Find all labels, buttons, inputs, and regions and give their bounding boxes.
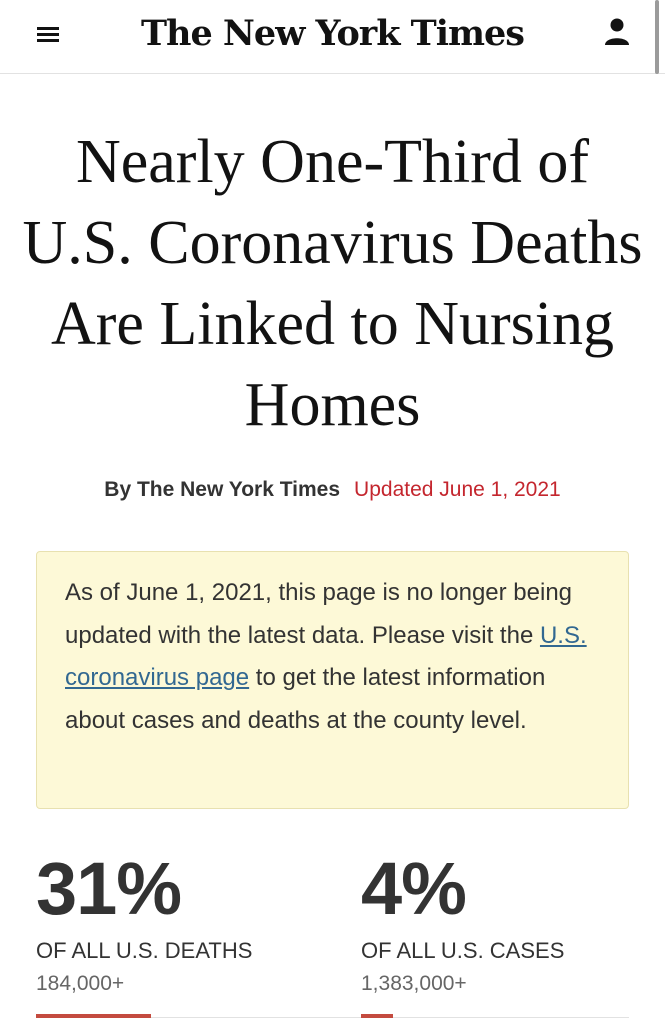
stat-deaths-count: 184,000+ (36, 972, 125, 995)
article-byline (0, 476, 665, 504)
notice-box (36, 551, 629, 809)
stat-deaths-bar (36, 1014, 151, 1018)
scrollbar[interactable] (655, 0, 659, 74)
stat-cases-bar (361, 1014, 393, 1018)
updated-timestamp: Updated June 1, 2021 (354, 478, 561, 501)
stat-deaths-label: OF ALL U.S. DEATHS (36, 938, 253, 963)
notice-text (65, 572, 604, 742)
user-icon[interactable] (600, 15, 634, 49)
stat-cases-count: 1,383,000+ (361, 972, 467, 995)
stat-deaths-value: 31% (36, 847, 182, 930)
stat-cases-label: OF ALL U.S. CASES (361, 938, 565, 963)
site-logo[interactable]: The New York Times (140, 13, 525, 54)
site-header (0, 0, 665, 74)
byline-author: By The New York Times (104, 478, 341, 501)
coronavirus-page-link[interactable]: U.S. coronavirus page (65, 621, 587, 691)
article-headline: Nearly One-Third of U.S. Coronavirus Deaths Are Linked to Nursing Homes (22, 128, 643, 439)
stat-cases (361, 847, 565, 998)
notice-text-after: to get the latest information about cases and deaths at the county level. (65, 664, 546, 734)
stat-cases-value: 4% (361, 847, 466, 930)
stat-deaths (36, 847, 253, 998)
notice-text-before: As of June 1, 2021, this page is no longer being updated with the latest data. Please visit the (65, 579, 573, 649)
